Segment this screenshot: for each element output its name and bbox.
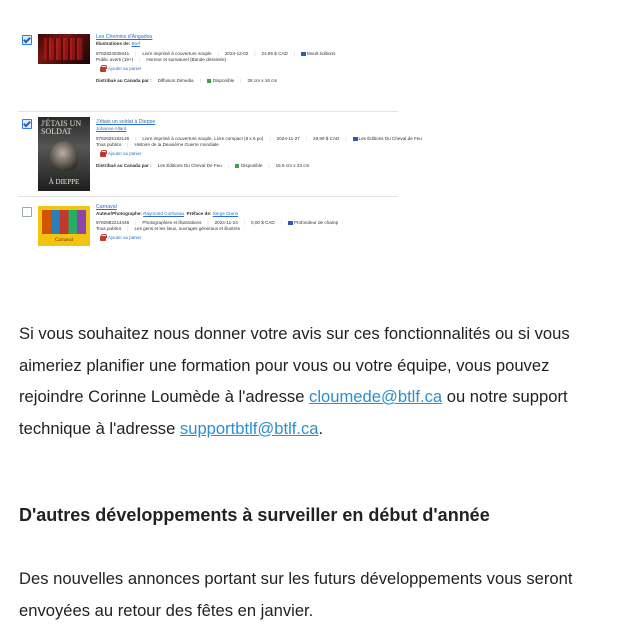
result-row	[18, 114, 422, 197]
pub-date: 2024-12-02	[224, 51, 249, 56]
preface-role: Préface de:	[186, 211, 212, 216]
contributor-role: Illustrations de:	[96, 41, 131, 46]
dimensions: 28 cm x 16 cm	[247, 78, 278, 83]
book-title-link[interactable]: Carnaval	[96, 204, 117, 210]
subject: Horreur et surnaturel (Bande dessinée)	[146, 57, 227, 62]
cart-icon	[100, 67, 106, 72]
availability: Disponible	[235, 163, 262, 169]
publisher: Les Éditions Du Cheval de Feu	[353, 136, 422, 142]
isbn: 9782982214446	[96, 220, 130, 225]
dimensions: 15.5 cm x 23 cm	[275, 163, 310, 168]
select-checkbox[interactable]	[22, 207, 32, 217]
book-meta: 9782924039441 | Livre imprimé à couverture souple | 2024-12-02 | 24,95 $ CAD | Moult éditions	[96, 51, 336, 56]
book-meta-2: Tous publics | Les gens et les lieux, ouvrages généraux et illustrés	[96, 226, 240, 231]
price: 29,99 $ CAD	[313, 136, 340, 141]
availability: Disponible	[207, 78, 234, 84]
contributor-role: Auteur/Photographe:	[96, 211, 142, 216]
availability-icon	[207, 79, 211, 83]
add-to-cart-button[interactable]: Ajouter au panier	[100, 66, 398, 72]
announcement-paragraph: Des nouvelles annonces portant sur les futurs développements vous seront envoyées au retour des fêtes en janvier.	[19, 569, 573, 620]
price: 24,95 $ CAD	[261, 51, 288, 56]
distributor: Les Éditions Du Cheval De Feu	[157, 163, 222, 168]
distribution-info: Distribué au Canada par : Les Éditions Du Cheval De Feu | Disponible | 15.5 cm x 23 cm	[96, 163, 310, 168]
book-cover[interactable]	[38, 206, 90, 246]
cover-subtitle: À DIEPPE	[48, 178, 80, 186]
flag-icon	[288, 221, 293, 225]
isbn: 9782924039441	[96, 51, 130, 56]
book-title-link[interactable]: Les Chemins d'Angadou	[96, 34, 153, 40]
select-checkbox[interactable]	[22, 35, 32, 45]
format: Photographies et illustrations	[142, 220, 202, 225]
email-link-support[interactable]: supportbtlf@btlf.ca	[179, 418, 319, 438]
contributor-link[interactable]: Raymond Corriveau	[143, 211, 185, 216]
pub-date: 2024-11-24	[214, 220, 238, 225]
search-results-list	[18, 28, 422, 262]
book-title-link[interactable]: J'étais un soldat à Dieppe	[96, 119, 156, 125]
audience: Tous publics	[96, 226, 122, 231]
book-info	[96, 119, 422, 169]
subject: Histoire de la Deuxième Guerre mondiale	[134, 142, 219, 147]
book-meta-2: Public averti (18+) | Horreur et surnaturel (Bande dessinée)	[96, 57, 227, 62]
book-meta-2: Tous publics | Histoire de la Deuxième Guerre mondiale	[96, 142, 219, 147]
book-info	[96, 204, 398, 241]
distribution-label: Distribué au Canada par :	[96, 163, 152, 168]
pub-date: 2024-11-27	[276, 136, 300, 141]
book-cover[interactable]	[38, 34, 90, 64]
result-row	[18, 28, 398, 112]
feedback-paragraph: Si vous souhaitez nous donner votre avis sur ces fonctionnalités ou si vous aimeriez planifier une formation pour vous ou votre équipe, vous pouvez rejoindre Corinne Loumède à l'adresse cloumede@btlf.ca ou notre support technique à l'adresse supportbtlf@btlf.ca.	[19, 324, 570, 438]
author-link[interactable]: Johanne Allard	[96, 126, 127, 131]
book-cover[interactable]	[38, 117, 90, 191]
flag-icon	[353, 137, 358, 141]
cart-icon	[100, 236, 106, 241]
audience: Tous publics	[96, 142, 122, 147]
preface-link[interactable]: Serge Dionn	[212, 211, 239, 216]
subject: Les gens et les lieux, ouvrages généraux et illustrés	[134, 226, 240, 231]
select-checkbox[interactable]	[22, 119, 32, 129]
book-meta: 9782982214446 | Photographies et illustrations | 2024-11-24 | 0,00 $ CAD | Profondeur de champ	[96, 220, 339, 225]
price: 0,00 $ CAD	[251, 220, 275, 225]
cover-title: Carnaval	[54, 238, 74, 243]
cover-title: J'ÉTAIS UN SOLDAT	[41, 119, 82, 136]
result-row	[18, 200, 398, 262]
add-to-cart-button[interactable]: Ajouter au panier	[100, 235, 398, 241]
contributor-link[interactable]: Bref	[131, 41, 140, 46]
format: Livre imprimé à couverture souple	[142, 51, 212, 56]
distribution-info: Distribué au Canada par : Diffusion Dimedia | Disponible | 28 cm x 16 cm	[96, 78, 278, 83]
book-info	[96, 34, 398, 84]
publisher: Profondeur de champ	[288, 220, 338, 226]
distribution-label: Distribué au Canada par :	[96, 78, 152, 83]
cart-icon	[100, 152, 106, 157]
add-to-cart-button[interactable]: Ajouter au panier	[100, 151, 398, 157]
email-link-corinne[interactable]: cloumede@btlf.ca	[309, 387, 443, 406]
audience: Public averti (18+)	[96, 57, 134, 62]
section-heading: D'autres développements à surveiller en début d'année	[19, 505, 490, 525]
book-meta: 9782925182146 | Livre imprimé à couverture souple, Livre compact (9 x 6 po) | 2024-11-27 | 29,99 $ CAD | Les Éditions Du Cheval de Feu	[96, 136, 422, 141]
publisher: Moult éditions	[301, 51, 335, 57]
isbn: 9782925182146	[96, 136, 130, 141]
flag-icon	[301, 52, 306, 56]
format: Livre imprimé à couverture souple, Livre compact (9 x 6 po)	[142, 136, 264, 141]
availability-icon	[235, 164, 239, 168]
distributor: Diffusion Dimedia	[157, 78, 194, 83]
